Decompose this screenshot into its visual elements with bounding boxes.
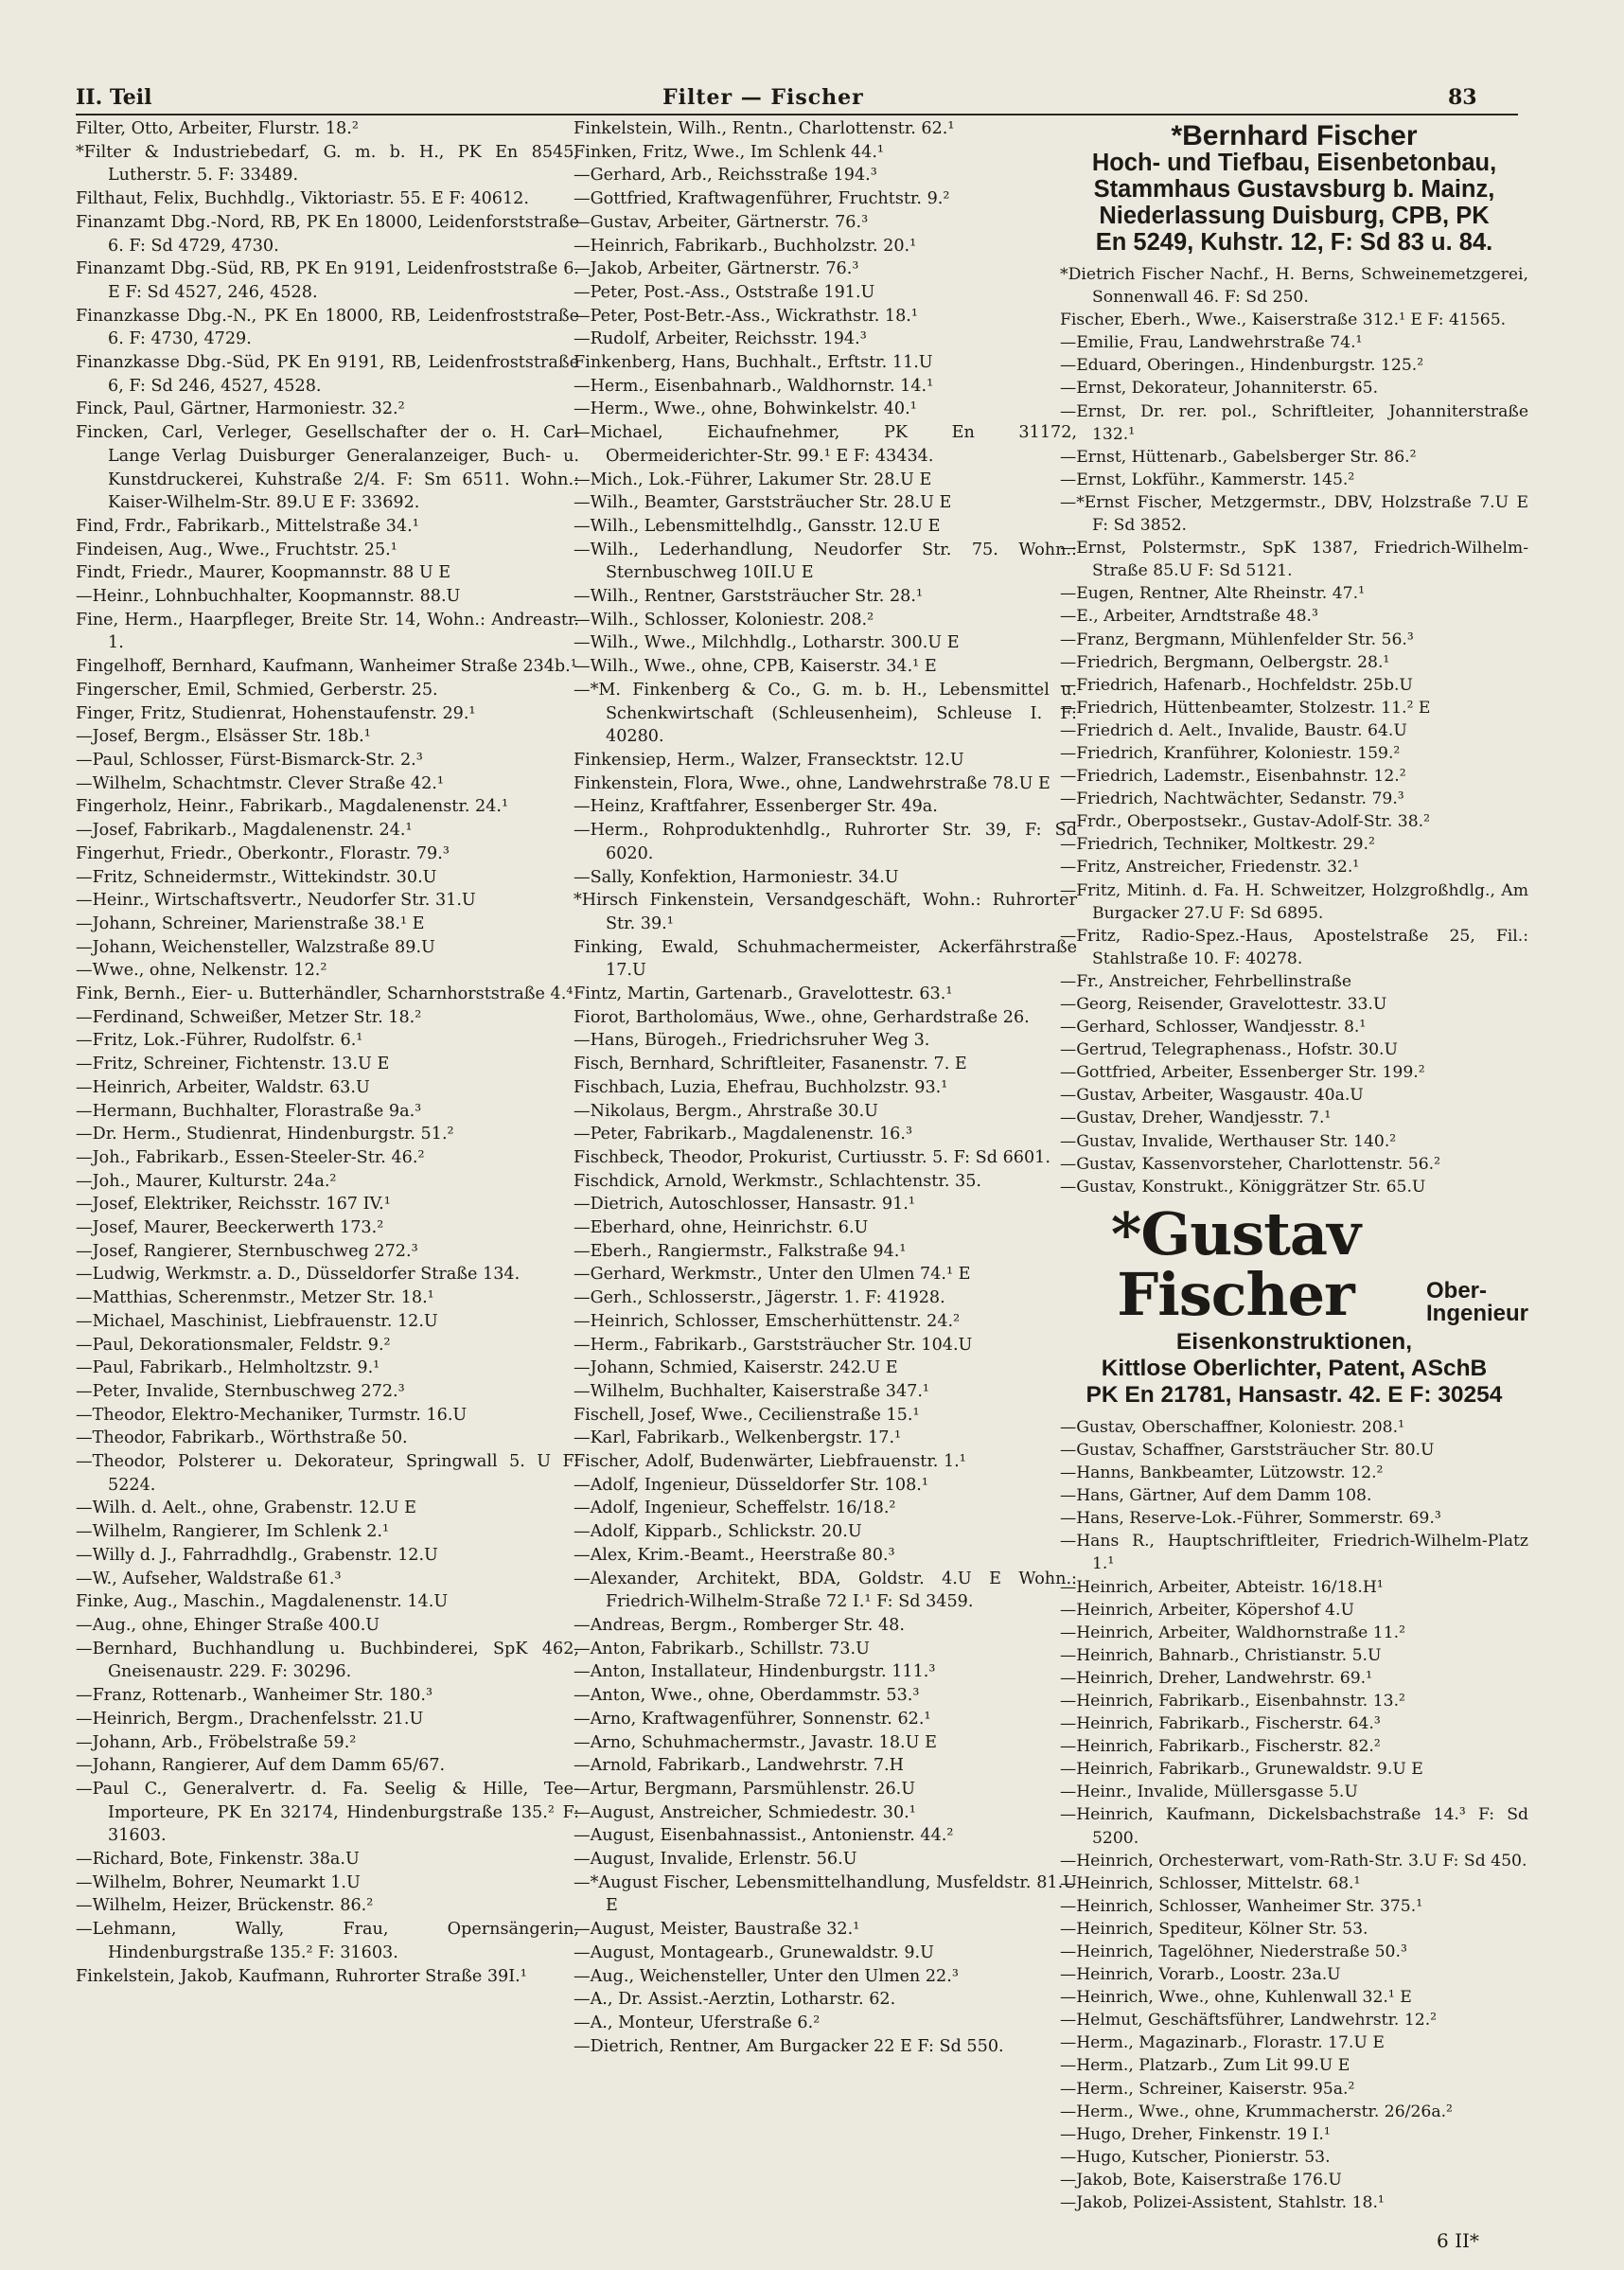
directory-entry: —Matthias, Scherenmstr., Metzer Str. 18.¹ <box>76 1288 434 1308</box>
directory-entry: —Rudolf, Arbeiter, Reichsstr. 194.³ <box>574 329 867 349</box>
directory-entry: Finkenberg, Hans, Buchhalt., Erftstr. 11.U <box>574 353 933 373</box>
directory-entry: —August, Montagearb., Grunewaldstr. 9.U <box>574 1942 934 1962</box>
directory-entry: —Frdr., Oberpostsekr., Gustav-Adolf-Str. 38.² <box>1060 812 1430 832</box>
directory-entry: —Johann, Schreiner, Marienstraße 38.¹ E <box>76 913 425 933</box>
directory-entry: —Sally, Konfektion, Harmoniestr. 34.U <box>574 867 899 887</box>
directory-entry: —Theodor, Fabrikarb., Wörthstraße 50. <box>76 1428 408 1448</box>
directory-entry: —Fr., Anstreicher, Fehrbellinstraße <box>1060 971 1352 991</box>
directory-entry: —Heinrich, Arbeiter, Waldstr. 63.U <box>76 1077 370 1097</box>
directory-entry: —Paul C., Generalvertr. d. Fa. Seelig & Hille, Tee-Importeure, PK En 32174, Hindenburgstraße 135.² F: 31603. <box>76 1779 579 1846</box>
directory-entry: *Hirsch Finkenstein, Versandgeschäft, Wohn.: Ruhrorter Str. 39.¹ <box>574 891 1077 933</box>
directory-entry: Fingerscher, Emil, Schmied, Gerberstr. 25. <box>76 680 438 700</box>
directory-entry: —Gottfried, Kraftwagenführer, Fruchtstr. 9.² <box>574 189 950 209</box>
directory-entry: —Dietrich, Rentner, Am Burgacker 22 E F: Sd 550. <box>574 2036 1004 2056</box>
directory-entry: —Gustav, Invalide, Werthauser Str. 140.² <box>1060 1131 1397 1151</box>
directory-entry: —Josef, Maurer, Beeckerwerth 173.² <box>76 1218 384 1238</box>
directory-entry: —Mich., Lok.-Führer, Lakumer Str. 28.U E <box>574 470 932 489</box>
directory-entry: —Heinrich, Wwe., ohne, Kuhlenwall 32.¹ E <box>1060 1988 1412 2008</box>
directory-entry: —Heinrich, Bergm., Drachenfelsstr. 21.U <box>76 1709 424 1729</box>
directory-entry: —Jakob, Bote, Kaiserstraße 176.U <box>1060 2170 1342 2190</box>
directory-entry: —Johann, Rangierer, Auf dem Damm 65/67. <box>76 1756 446 1776</box>
directory-entry: —Josef, Fabrikarb., Magdalenenstr. 24.¹ <box>76 821 413 841</box>
directory-entry: —Heinrich, Spediteur, Kölner Str. 53. <box>1060 1919 1368 1939</box>
directory-entry: —Wilh., Lederhandlung, Neudorfer Str. 75. Wohn.: Sternbuschweg 10II.U E <box>574 540 1077 583</box>
directory-entry: —Peter, Post-Betr.-Ass., Wickrathstr. 18.¹ <box>574 306 918 326</box>
directory-entry: —Lehmann, Wally, Frau, Opernsängerin, Hindenburgstraße 135.² F: 31603. <box>76 1920 579 1962</box>
directory-entry: —Heinrich, Bahnarb., Christianstr. 5.U <box>1060 1645 1382 1665</box>
directory-entry: —Friedrich, Bergmann, Oelbergstr. 28.¹ <box>1060 652 1390 672</box>
directory-entry: Finking, Ewald, Schuhmachermeister, Ackerfährstraße 17.U <box>574 937 1077 981</box>
directory-entry: —Wilh., Wwe., Milchhdlg., Lotharstr. 300.U E <box>574 633 960 653</box>
directory-entry: —Hans, Reserve-Lok.-Führer, Sommerstr. 69.³ <box>1060 1509 1441 1529</box>
directory-entry: —Wilhelm, Rangierer, Im Schlenk 2.¹ <box>76 1522 390 1542</box>
directory-entry: Finkensiep, Herm., Walzer, Fransecktstr. 12.U <box>574 750 964 770</box>
ad-line: En 5249, Kuhstr. 12, F: Sd 83 u. 84. <box>1095 229 1493 256</box>
directory-entry: —Helmut, Geschäftsführer, Landwehrstr. 12.² <box>1060 2011 1438 2031</box>
directory-entry: —Wilh., Lebensmittelhdlg., Gansstr. 12.U E <box>574 516 941 536</box>
directory-entry: —Adolf, Ingenieur, Scheffelstr. 16/18.² <box>574 1499 896 1518</box>
directory-entry: —Dietrich, Autoschlosser, Hansastr. 91.¹ <box>574 1195 915 1215</box>
directory-entry: Fingerhut, Friedr., Oberkontr., Florastr. 79.³ <box>76 843 450 863</box>
directory-entry: —Gustav, Kassenvorsteher, Charlottenstr. 56.² <box>1060 1154 1440 1174</box>
directory-entry: Fisch, Bernhard, Schriftleiter, Fasanenstr. 7. E <box>574 1055 967 1074</box>
directory-entry: —Wilh., Wwe., ohne, CPB, Kaiserstr. 34.¹ E <box>574 657 937 677</box>
directory-entry: —E., Arbeiter, Arndtstraße 48.³ <box>1060 607 1318 627</box>
column-2 <box>574 117 1077 2058</box>
directory-entry: —Gustav, Arbeiter, Wasgaustr. 40a.U <box>1060 1086 1364 1106</box>
directory-entry: —Paul, Dekorationsmaler, Feldstr. 9.² <box>76 1335 391 1355</box>
directory-entry: —Aug., ohne, Ehinger Straße 400.U <box>76 1616 380 1635</box>
directory-entry: —Wilhelm, Bohrer, Neumarkt 1.U <box>76 1872 361 1892</box>
ad-line: Hoch- und Tiefbau, Eisenbetonbau, <box>1091 150 1497 176</box>
directory-entry: —Jakob, Arbeiter, Gärtnerstr. 76.³ <box>574 259 859 279</box>
column-3 <box>1060 117 1528 2214</box>
directory-entry: —Herm., Magazinarb., Florastr. 17.U E <box>1060 2033 1385 2053</box>
directory-entry: *Dietrich Fischer Nachf., H. Berns, Schweinemetzgerei, Sonnenwall 46. F: Sd 250. <box>1060 265 1528 308</box>
directory-entry: —Heinrich, Tagelöhner, Niederstraße 50.³ <box>1060 1942 1407 1961</box>
directory-entry: Finke, Aug., Maschin., Magdalenenstr. 14.U <box>76 1592 449 1612</box>
directory-entry: —Heinrich, Dreher, Landwehrstr. 69.¹ <box>1060 1668 1373 1688</box>
directory-entry: —Herm., Fabrikarb., Garststräucher Str. 104.U <box>574 1335 973 1355</box>
header-rule <box>76 114 1518 115</box>
directory-entry: Find, Frdr., Fabrikarb., Mittelstraße 34.¹ <box>76 516 419 536</box>
directory-entry: —Heinr., Wirtschaftsvertr., Neudorfer Str. 31.U <box>76 891 476 911</box>
directory-entry: Fink, Bernh., Eier- u. Butterhändler, Scharnhorststraße 4.⁴ <box>76 984 574 1004</box>
directory-entry: —Ernst, Dr. rer. pol., Schriftleiter, Johanniterstraße 132.¹ <box>1060 401 1528 444</box>
directory-entry: —Georg, Reisender, Gravelottestr. 33.U <box>1060 995 1387 1014</box>
column-1 <box>76 117 579 1988</box>
directory-entry: —Fritz, Schneidermstr., Wittekindstr. 30.U <box>76 867 437 887</box>
directory-entry: —August, Anstreicher, Schmiedestr. 30.¹ <box>574 1802 916 1822</box>
directory-entry: Fischbach, Luzia, Ehefrau, Buchholzstr. 93.¹ <box>574 1077 948 1097</box>
directory-entry: Fischdick, Arnold, Werkmstr., Schlachtenstr. 35. <box>574 1171 982 1191</box>
directory-entry: —Josef, Bergm., Elsässer Str. 18b.¹ <box>76 727 371 747</box>
directory-entry: —Heinrich, Fabrikarb., Fischerstr. 82.² <box>1060 1737 1381 1757</box>
directory-entry: Fischbeck, Theodor, Prokurist, Curtiusstr. 5. F: Sd 6601. <box>574 1147 1050 1167</box>
directory-entry: —Ernst, Lokführ., Kammerstr. 145.² <box>1060 470 1355 489</box>
directory-entry: —Gustav, Dreher, Wandjesstr. 7.¹ <box>1060 1108 1332 1128</box>
directory-entry: —Heinrich, Arbeiter, Waldhornstraße 11.² <box>1060 1623 1406 1642</box>
directory-entry: —Gustav, Schaffner, Garststräucher Str. 80.U <box>1060 1440 1435 1460</box>
directory-entry: —Heinrich, Orchesterwart, vom-Rath-Str. 3.U F: Sd 450. <box>1060 1851 1527 1871</box>
directory-entry: —Dr. Herm., Studienrat, Hindenburgstr. 51.² <box>76 1125 454 1144</box>
directory-entry: —Eberh., Rangiermstr., Falkstraße 94.¹ <box>574 1241 907 1261</box>
directory-entry: —*Ernst Fischer, Metzgermstr., DBV, Holzstraße 7.U E F: Sd 3852. <box>1060 492 1528 536</box>
directory-entry: —Adolf, Kipparb., Schlickstr. 20.U <box>574 1522 862 1542</box>
directory-entry: —Michael, Maschinist, Liebfrauenstr. 12.U <box>76 1311 438 1331</box>
directory-entry: —Heinrich, Schlosser, Mittelstr. 68.¹ <box>1060 1873 1361 1893</box>
directory-entry: —Heinrich, Fabrikarb., Buchholzstr. 20.¹ <box>574 236 917 256</box>
page-header <box>0 0 1624 114</box>
directory-entry: —Theodor, Elektro-Mechaniker, Turmstr. 16.U <box>76 1405 468 1425</box>
directory-entry: Finanzkasse Dbg.-Süd, PK En 9191, RB, Leidenfroststraße 6, F: Sd 246, 4527, 4528. <box>76 353 579 396</box>
directory-entry: —Friedrich, Techniker, Moltkestr. 29.² <box>1060 835 1375 855</box>
directory-entry: —Johann, Arb., Fröbelstraße 59.² <box>76 1732 357 1752</box>
directory-entry: —Wwe., ohne, Nelkenstr. 12.² <box>76 961 327 981</box>
directory-entry: —Anton, Fabrikarb., Schillstr. 73.U <box>574 1639 870 1658</box>
directory-entry: —Nikolaus, Bergm., Ahrstraße 30.U <box>574 1101 879 1121</box>
directory-entry: —Jakob, Polizei-Assistent, Stahlstr. 18.¹ <box>1060 2193 1385 2213</box>
directory-entry: —Gerh., Schlosserstr., Jägerstr. 1. F: 41928. <box>574 1288 945 1308</box>
directory-entry: Finger, Fritz, Studienrat, Hohenstaufenstr. 29.¹ <box>76 703 476 723</box>
ad-line: PK En 21781, Hansastr. 42. E F: 30254 <box>1086 1381 1503 1408</box>
directory-entry: —Heinr., Lohnbuchhalter, Koopmannstr. 88.U <box>76 587 461 607</box>
directory-entry: —Friedrich, Hüttenbeamter, Stolzestr. 11.² E <box>1060 698 1431 718</box>
directory-entry: Fine, Herm., Haarpfleger, Breite Str. 14, Wohn.: Andreastr. 1. <box>76 610 579 653</box>
directory-entry: —Heinrich, Fabrikarb., Fischerstr. 64.³ <box>1060 1714 1381 1734</box>
directory-entry: —Friedrich, Kranführer, Koloniestr. 159.² <box>1060 743 1401 763</box>
directory-entry: Finck, Paul, Gärtner, Harmoniestr. 32.² <box>76 399 405 419</box>
directory-entry: —Herm., Wwe., ohne, Krummacherstr. 26/26a.² <box>1060 2102 1453 2121</box>
directory-entry: —Friedrich d. Aelt., Invalide, Baustr. 64.U <box>1060 720 1407 740</box>
directory-entry: —Gertrud, Telegraphenass., Hofstr. 30.U <box>1060 1040 1398 1060</box>
directory-entry: —Gerhard, Schlosser, Wandjesstr. 8.¹ <box>1060 1018 1367 1037</box>
directory-entry: —Wilhelm, Schachtmstr. Clever Straße 42.¹ <box>76 773 444 793</box>
directory-entry: —Wilhelm, Buchhalter, Kaiserstraße 347.¹ <box>574 1381 929 1401</box>
directory-entry: —Heinrich, Fabrikarb., Eisenbahnstr. 13.² <box>1060 1691 1405 1711</box>
directory-entry: Fischell, Josef, Wwe., Cecilienstraße 15.¹ <box>574 1405 920 1425</box>
directory-entry: —Ernst, Hüttenarb., Gabelsberger Str. 86.² <box>1060 447 1417 467</box>
directory-entry: —Ernst, Dekorateur, Johanniterstr. 65. <box>1060 379 1379 399</box>
directory-entry: —*M. Finkenberg & Co., G. m. b. H., Lebensmittel u. Schenkwirtschaft (Schleusenheim), Schleuse I. F: 40280. <box>574 680 1077 747</box>
advertisement-gustav-fischer <box>1060 1198 1528 1409</box>
directory-entry: —Arnold, Fabrikarb., Landwehrstr. 7.H <box>574 1756 904 1776</box>
directory-entry: —August, Meister, Baustraße 32.¹ <box>574 1920 860 1940</box>
directory-entry: Finanzamt Dbg.-Süd, RB, PK En 9191, Leidenfroststraße 6. E F: Sd 4527, 246, 4528. <box>76 259 579 302</box>
directory-entry: —Hans R., Hauptschriftleiter, Friedrich-Wilhelm-Platz 1.¹ <box>1060 1532 1528 1574</box>
directory-entry: —Paul, Schlosser, Fürst-Bismarck-Str. 2.³ <box>76 750 423 770</box>
directory-entry: —Herm., Schreiner, Kaiserstr. 95a.² <box>1060 2079 1355 2099</box>
directory-entry: —Gustav, Oberschaffner, Koloniestr. 208.¹ <box>1060 1417 1404 1437</box>
directory-entry: —Joh., Maurer, Kulturstr. 24a.² <box>76 1171 337 1191</box>
directory-entry: —Heinrich, Arbeiter, Köpershof 4.U <box>1060 1600 1354 1620</box>
directory-entry: —Gottfried, Arbeiter, Essenberger Str. 199.² <box>1060 1063 1425 1083</box>
directory-entry: Filter, Otto, Arbeiter, Flurstr. 18.² <box>76 119 359 138</box>
directory-entry: Fischer, Adolf, Budenwärter, Liebfrauenstr. 1.¹ <box>574 1452 966 1472</box>
directory-entry: —Heinrich, Schlosser, Emscherhüttenstr. 24.² <box>574 1311 961 1331</box>
directory-entry: —Richard, Bote, Finkenstr. 38a.U <box>76 1850 360 1870</box>
directory-entry: —A., Monteur, Uferstraße 6.² <box>574 2013 821 2032</box>
ad-line: Stammhaus Gustavsburg b. Mainz, <box>1093 176 1495 203</box>
directory-entry: —Alexander, Architekt, BDA, Goldstr. 4.U E Wohn.: Friedrich-Wilhelm-Straße 72 I.¹ F: Sd 3459. <box>574 1569 1077 1612</box>
directory-entry: —Hugo, Dreher, Finkenstr. 19 I.¹ <box>1060 2124 1331 2144</box>
directory-entry: —A., Dr. Assist.-Aerztin, Lotharstr. 62. <box>574 1990 896 2010</box>
directory-entry: —Josef, Elektriker, Reichsstr. 167 IV.¹ <box>76 1195 391 1215</box>
directory-entry: Fischer, Eberh., Wwe., Kaiserstraße 312.¹ E F: 41565. <box>1060 310 1507 330</box>
directory-entry: —Emilie, Frau, Landwehrstraße 74.¹ <box>1060 333 1363 353</box>
directory-entry: —Hans, Gärtner, Auf dem Damm 108. <box>1060 1486 1372 1506</box>
directory-entry: —Aug., Weichensteller, Unter den Ulmen 22.³ <box>574 1966 959 1986</box>
ad-title-line: Ober- <box>1425 1277 1487 1303</box>
directory-entry: —Fritz, Lok.-Führer, Rudolfstr. 6.¹ <box>76 1031 363 1051</box>
directory-entry: —Heinrich, Vorarb., Loostr. 23a.U <box>1060 1965 1341 1985</box>
directory-entry: —Ferdinand, Schweißer, Metzer Str. 18.² <box>76 1007 422 1027</box>
directory-entry: —August, Invalide, Erlenstr. 56.U <box>574 1850 857 1870</box>
directory-entry: Fincken, Carl, Verleger, Gesellschafter der o. H. Carl Lange Verlag Duisburger Generalanzeiger, Buch- u. Kunstdruckerei, Kuhstraße 2/4. F: Sm 6511. Wohn.: Kaiser-Wilhelm-Str. 89.U E F: 33692. <box>76 423 579 513</box>
directory-entry: —Willy d. J., Fahrradhdlg., Grabenstr. 12.U <box>76 1545 438 1565</box>
directory-entry: —Hugo, Kutscher, Pionierstr. 53. <box>1060 2147 1331 2167</box>
directory-entry: —Fritz, Anstreicher, Friedenstr. 32.¹ <box>1060 858 1360 878</box>
directory-entry: —Fritz, Radio-Spez.-Haus, Apostelstraße 25, Fil.: Stahlstraße 10. F: 40278. <box>1060 926 1528 968</box>
directory-entry: —Karl, Fabrikarb., Welkenbergstr. 17.¹ <box>574 1428 902 1448</box>
directory-entry: —Ernst, Polstermstr., SpK 1387, Friedrich-Wilhelm-Straße 85.U F: Sd 5121. <box>1060 539 1528 581</box>
directory-entry: —Herm., Rohproduktenhdlg., Ruhrorter Str. 39, F: Sd 6020. <box>574 821 1077 863</box>
directory-entry: *Filter & Industriebedarf, G. m. b. H., PK En 8545, Lutherstr. 5. F: 33489. <box>76 142 579 186</box>
directory-entry: —Josef, Rangierer, Sternbuschweg 272.³ <box>76 1241 418 1261</box>
directory-entry: —Gustav, Arbeiter, Gärtnerstr. 76.³ <box>574 212 869 232</box>
ad-line: Niederlassung Duisburg, CPB, PK <box>1099 203 1490 229</box>
directory-entry: Finanzamt Dbg.-Nord, RB, PK En 18000, Leidenforststraße 6. F: Sd 4729, 4730. <box>76 212 579 256</box>
directory-entry: —Eugen, Rentner, Alte Rheinstr. 47.¹ <box>1060 584 1365 604</box>
directory-entry: —Wilh., Rentner, Garststräucher Str. 28.¹ <box>574 587 923 607</box>
directory-entry: —Joh., Fabrikarb., Essen-Steeler-Str. 46.² <box>76 1147 425 1167</box>
directory-entry: —Artur, Bergmann, Parsmühlenstr. 26.U <box>574 1779 916 1799</box>
directory-entry: —Theodor, Polsterer u. Dekorateur, Springwall 5. U F: 5224. <box>76 1452 579 1495</box>
directory-entry: Finkenstein, Flora, Wwe., ohne, Landwehrstraße 78.U E <box>574 773 1050 793</box>
ad-name: *Gustav Fischer <box>1110 1198 1361 1329</box>
directory-entry: —Herm., Eisenbahnarb., Waldhornstr. 14.¹ <box>574 376 934 396</box>
directory-entry: —Anton, Wwe., ohne, Oberdammstr. 53.³ <box>574 1686 920 1706</box>
directory-entry: —Gerhard, Werkmstr., Unter den Ulmen 74.¹ E <box>574 1265 971 1285</box>
directory-entry: —Heinrich, Arbeiter, Abteistr. 16/18.H¹ <box>1060 1577 1384 1597</box>
ad-line: Eisenkonstruktionen, <box>1175 1328 1413 1355</box>
directory-entry: —Hermann, Buchhalter, Florastraße 9a.³ <box>76 1101 422 1121</box>
directory-entry: —Bernhard, Buchhandlung u. Buchbinderei, SpK 462, Gneisenaustr. 229. F: 30296. <box>76 1639 579 1682</box>
directory-entry: —Arno, Schuhmachermstr., Javastr. 18.U E <box>574 1732 937 1752</box>
directory-entry: —Johann, Schmied, Kaiserstr. 242.U E <box>574 1358 898 1378</box>
directory-entry: —Fritz, Schreiner, Fichtenstr. 13.U E <box>76 1055 390 1074</box>
directory-entry: —Heinr., Invalide, Müllersgasse 5.U <box>1060 1782 1358 1802</box>
ad-title-line: Ingenieur <box>1425 1300 1528 1326</box>
directory-entry: —Friedrich, Lademstr., Eisenbahnstr. 12.² <box>1060 767 1406 787</box>
directory-entry: —Heinrich, Kaufmann, Dickelsbachstraße 14.³ F: Sd 5200. <box>1060 1805 1528 1848</box>
advertisement-bernhard-fischer <box>1060 120 1528 256</box>
directory-entry: —Wilhelm, Heizer, Brückenstr. 86.² <box>76 1896 374 1916</box>
directory-entry: —Hanns, Bankbeamter, Lützowstr. 12.² <box>1060 1463 1384 1483</box>
page-number: 83 <box>1448 85 1477 110</box>
directory-entry: —Johann, Weichensteller, Walzstraße 89.U <box>76 937 435 957</box>
directory-entry: —Herm., Wwe., ohne, Bohwinkelstr. 40.¹ <box>574 399 917 419</box>
directory-entry: Finanzkasse Dbg.-N., PK En 18000, RB, Leidenfroststraße 6. F: 4730, 4729. <box>76 306 579 349</box>
directory-entry: —Peter, Fabrikarb., Magdalenenstr. 16.³ <box>574 1125 913 1144</box>
directory-entry: —Alex, Krim.-Beamt., Heerstraße 80.³ <box>574 1545 895 1565</box>
directory-entry: —August, Eisenbahnassist., Antonienstr. 44.² <box>574 1826 954 1846</box>
directory-entry: —Adolf, Ingenieur, Düsseldorfer Str. 108.¹ <box>574 1475 928 1495</box>
directory-entry: —Wilh., Beamter, Garststräucher Str. 28.U E <box>574 493 952 513</box>
signature-mark: 6 II* <box>1437 2229 1479 2252</box>
directory-entry: —Eduard, Oberingen., Hindenburgstr. 125.² <box>1060 356 1424 376</box>
directory-entry: Fintz, Martin, Gartenarb., Gravelottestr. 63.¹ <box>574 984 953 1004</box>
directory-entry: —W., Aufseher, Waldstraße 61.³ <box>76 1569 342 1588</box>
directory-entry: —Hans, Bürogeh., Friedrichsruher Weg 3. <box>574 1031 930 1051</box>
directory-entry: —Heinz, Kraftfahrer, Essenberger Str. 49a. <box>574 797 938 817</box>
directory-entry: —Heinrich, Fabrikarb., Grunewaldstr. 9.U E <box>1060 1760 1423 1780</box>
directory-entry: Fingelhoff, Bernhard, Kaufmann, Wanheimer Straße 234b.¹ <box>76 657 577 677</box>
directory-entry: —Franz, Rottenarb., Wanheimer Str. 180.³ <box>76 1686 433 1706</box>
directory-entry: —Peter, Invalide, Sternbuschweg 272.³ <box>76 1381 405 1401</box>
directory-entry: —Heinrich, Schlosser, Wanheimer Str. 375.¹ <box>1060 1896 1423 1916</box>
directory-entry: —Arno, Kraftwagenführer, Sonnenstr. 62.¹ <box>574 1709 931 1729</box>
ad-name: *Bernhard Fischer <box>1171 120 1418 151</box>
directory-entry: —Ludwig, Werkmstr. a. D., Düsseldorfer Straße 134. <box>76 1265 521 1285</box>
directory-entry: Findt, Friedr., Maurer, Koopmannstr. 88 U E <box>76 563 451 583</box>
directory-entry: —Andreas, Bergm., Romberger Str. 48. <box>574 1616 905 1635</box>
directory-entry: —Gustav, Konstrukt., Königgrätzer Str. 65.U <box>1060 1177 1426 1197</box>
directory-entry: —*August Fischer, Lebensmittelhandlung, Musfeldstr. 81.U E <box>574 1872 1077 1916</box>
directory-entry: Finkelstein, Wilh., Rentn., Charlottenstr. 62.¹ <box>574 119 955 138</box>
directory-entry: —Friedrich, Hafenarb., Hochfeldstr. 25b.U <box>1060 675 1413 695</box>
directory-entry: Findeisen, Aug., Wwe., Fruchtstr. 25.¹ <box>76 540 397 559</box>
directory-entry: —Gerhard, Arb., Reichsstraße 194.³ <box>574 166 877 186</box>
directory-entry: —Fritz, Mitinh. d. Fa. H. Schweitzer, Holzgroßhdlg., Am Burgacker 27.U F: Sd 6895. <box>1060 880 1528 923</box>
directory-entry: —Wilh., Schlosser, Koloniestr. 208.² <box>574 610 874 630</box>
directory-entry: —Franz, Bergmann, Mühlenfelder Str. 56.³ <box>1060 630 1414 649</box>
directory-entry: —Peter, Post.-Ass., Oststraße 191.U <box>574 282 875 302</box>
directory-entry: —Wilh. d. Aelt., ohne, Grabenstr. 12.U E <box>76 1499 416 1518</box>
running-title: Filter — Fischer <box>662 85 864 110</box>
directory-entry: Fingerholz, Heinr., Fabrikarb., Magdalenenstr. 24.¹ <box>76 797 509 817</box>
ad-line: Kittlose Oberlichter, Patent, ASchB <box>1101 1355 1488 1381</box>
directory-entry: —Herm., Platzarb., Zum Lit 99.U E <box>1060 2056 1350 2076</box>
directory-entry: —Friedrich, Nachtwächter, Sedanstr. 79.³ <box>1060 789 1404 809</box>
directory-entry: Finkelstein, Jakob, Kaufmann, Ruhrorter Straße 39I.¹ <box>76 1966 527 1986</box>
directory-entry: —Eberhard, ohne, Heinrichstr. 6.U <box>574 1218 869 1238</box>
directory-entry: —Anton, Installateur, Hindenburgstr. 111.³ <box>574 1662 936 1682</box>
directory-entry: Finken, Fritz, Wwe., Im Schlenk 44.¹ <box>574 142 884 162</box>
directory-entry: —Michael, Eichaufnehmer, PK En 31172, Obermeiderichter-Str. 99.¹ E F: 43434. <box>574 423 1077 466</box>
section-label: II. Teil <box>76 85 152 110</box>
directory-entry: —Paul, Fabrikarb., Helmholtzstr. 9.¹ <box>76 1358 380 1378</box>
directory-entry: Fiorot, Bartholomäus, Wwe., ohne, Gerhardstraße 26. <box>574 1007 1030 1027</box>
directory-entry: Filthaut, Felix, Buchhdlg., Viktoriastr. 55. E F: 40612. <box>76 189 529 209</box>
